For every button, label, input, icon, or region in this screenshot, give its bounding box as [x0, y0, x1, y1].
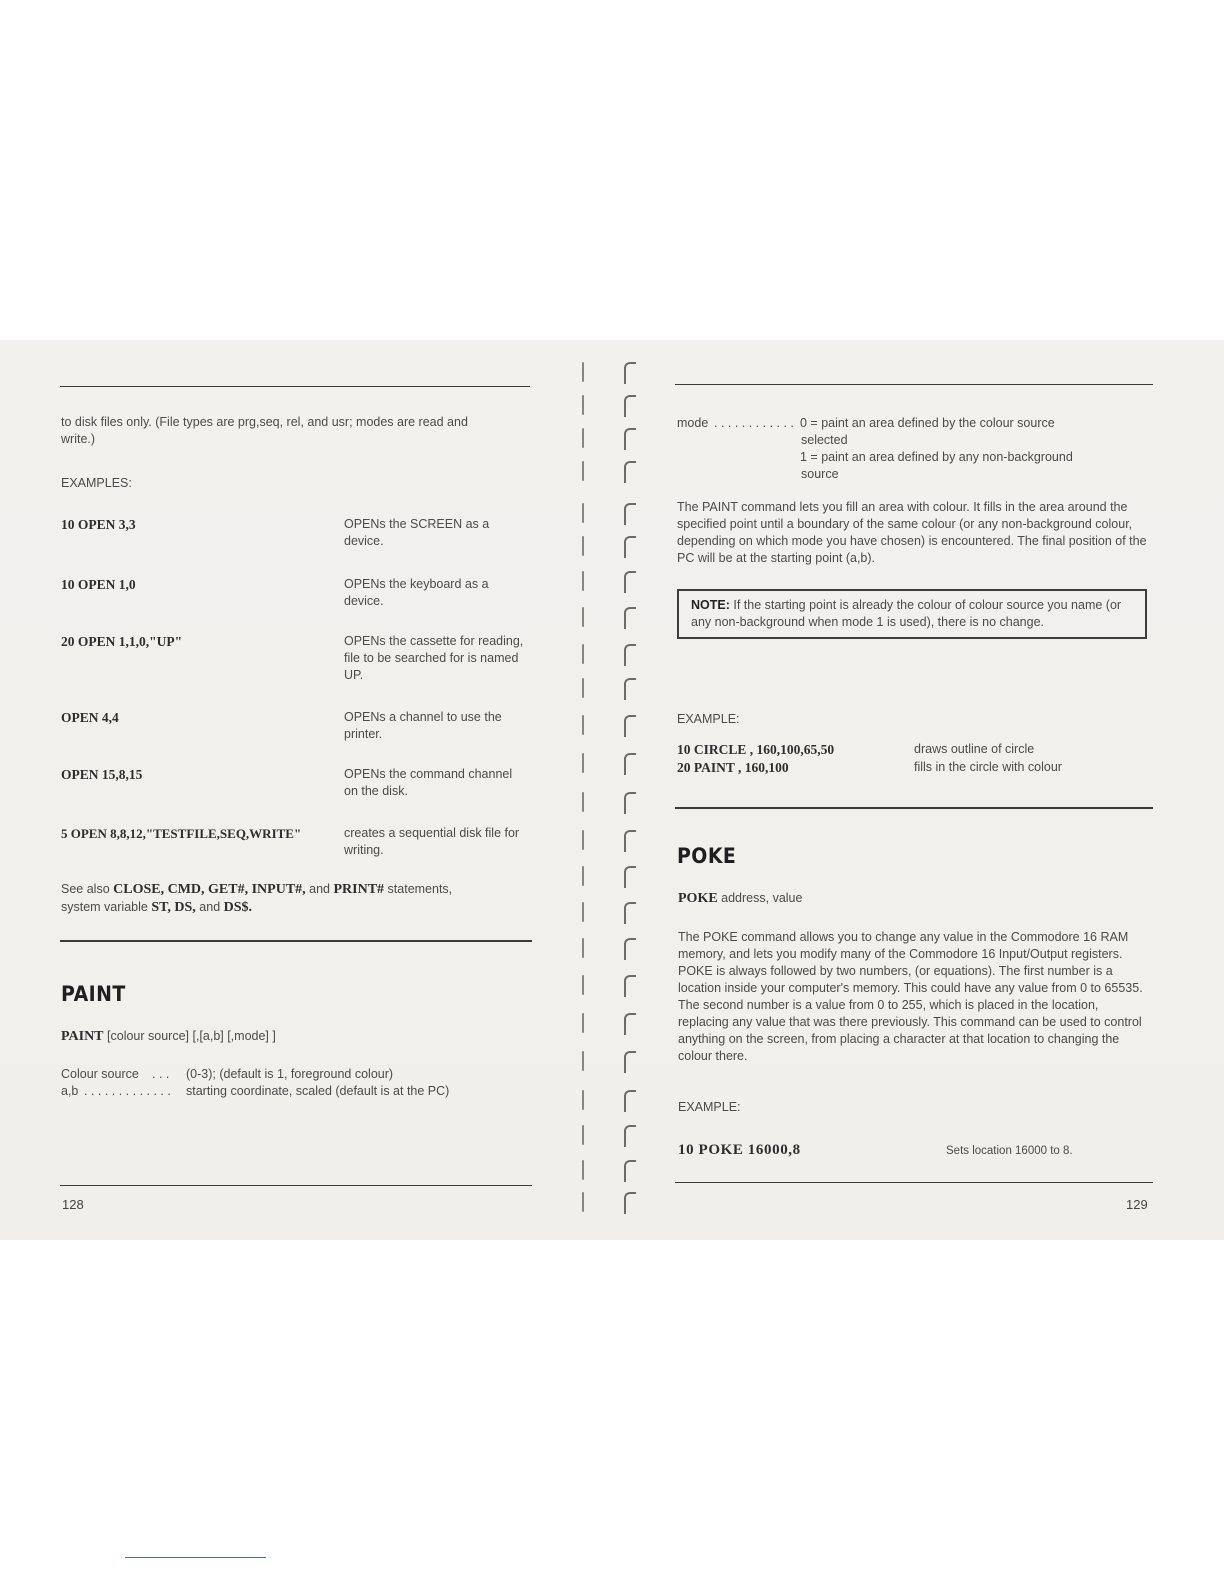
- binding-ring: [580, 830, 600, 852]
- binding-ring: [580, 362, 600, 384]
- poke-example-code: 10 POKE 16000,8: [678, 1142, 801, 1158]
- note-box: [677, 589, 1147, 639]
- page-number: 129: [1126, 1197, 1148, 1212]
- binding-ring: [580, 395, 600, 417]
- examples-label: EXAMPLES:: [61, 476, 132, 490]
- paint-description: The PAINT command lets you fill an area with colour. It fills in the area around the specified point until a boundary of the same colour (or any non-background colour, depending on which mode you have chosen) is encountered. The final position of the PC will be at the starting point (a,b).: [677, 500, 1147, 565]
- param-desc: (0-3); (default is 1, foreground colour): [186, 1067, 394, 1081]
- footer-line: [125, 1557, 266, 1558]
- book-spread: [0, 340, 1224, 1240]
- binding-ring: [580, 1051, 600, 1073]
- param-name: Colour source: [61, 1067, 139, 1081]
- param-dots: . . . . . . . . . . . . .: [84, 1084, 171, 1098]
- binding-ring: [580, 866, 600, 888]
- paint-example-code: 20 PAINT , 160,100: [677, 760, 789, 775]
- bottom-rule: [675, 1182, 1153, 1183]
- mode-0-cont: selected: [801, 433, 848, 447]
- example-label: EXAMPLE:: [677, 712, 740, 726]
- right-page: [630, 340, 1224, 1240]
- section-rule: [675, 807, 1153, 809]
- top-rule: [60, 386, 530, 387]
- mode-1-cont: source: [801, 467, 839, 481]
- binding-ring: [580, 1192, 600, 1214]
- example-code: 10 OPEN 3,3: [61, 517, 136, 532]
- param-desc: starting coordinate, scaled (default is at the PC): [186, 1084, 450, 1098]
- page-number: 128: [62, 1197, 84, 1212]
- binding-ring: [580, 644, 600, 666]
- note-label: NOTE:: [691, 598, 730, 612]
- binding-ring: [580, 607, 600, 629]
- example-code: 20 OPEN 1,1,0,"UP": [61, 634, 183, 649]
- poke-syntax: POKE address, value: [678, 891, 803, 906]
- mode-0-text: 0 = paint an area defined by the colour source: [800, 416, 1055, 430]
- binding-ring: [580, 571, 600, 593]
- example-desc: OPENs the cassette for reading, file to be searched for is named UP.: [344, 634, 524, 682]
- poke-example-desc: Sets location 16000 to 8.: [946, 1145, 1073, 1157]
- section-rule: [60, 940, 532, 942]
- poke-heading: POKE: [677, 844, 737, 868]
- mode-name: mode: [677, 416, 709, 430]
- binding-ring: [580, 792, 600, 814]
- example-desc: OPENs the command channel on the disk.: [344, 767, 513, 798]
- example-code: 10 OPEN 1,0: [61, 577, 136, 592]
- binding-ring: [580, 1090, 600, 1112]
- binding-ring: [580, 461, 600, 483]
- binding-ring: [580, 536, 600, 558]
- paint-example-desc: draws outline of circle: [914, 742, 1035, 756]
- binding-ring: [580, 1125, 600, 1147]
- param-name: a,b: [61, 1084, 79, 1098]
- example-desc: creates a sequential disk file for writing.: [344, 826, 520, 857]
- binding-ring: [580, 975, 600, 997]
- example-code: OPEN 15,8,15: [61, 767, 143, 782]
- left-page: [0, 340, 590, 1240]
- paint-example-desc: fills in the circle with colour: [914, 760, 1062, 774]
- example-desc: OPENs the keyboard as a device.: [344, 577, 489, 608]
- paint-heading: PAINT: [61, 982, 126, 1006]
- example-code: OPEN 4,4: [61, 710, 119, 725]
- poke-example-label: EXAMPLE:: [678, 1100, 741, 1114]
- note-text: If the starting point is already the colour of colour source you name (or any non-background when mode 1 is used), there is no change.: [691, 598, 1122, 629]
- binding-ring: [580, 678, 600, 700]
- binding-ring: [580, 1160, 600, 1182]
- bottom-rule: [60, 1185, 532, 1186]
- poke-description: The POKE command allows you to change any value in the Commodore 16 RAM memory, and lets you modify many of the Commodore 16 Input/Output registers. POKE is always followed by two numbers, (or equations). The first number is a location inside your computer's memory. This could have any value from 0 to 65535. The second number is a value from 0 to 255, which is placed in the location, replacing any value that was there previously. This command can be used to control anything on the screen, from placing a character at that location to changing the colour there.: [678, 930, 1143, 1063]
- example-code: 5 OPEN 8,8,12,"TESTFILE,SEQ,WRITE": [61, 826, 302, 841]
- mode-dots: . . . . . . . . . . . .: [714, 416, 794, 430]
- see-also-line1: See also CLOSE, CMD, GET#, INPUT#, and PRINT# statements,: [61, 882, 453, 897]
- paint-example-code: 10 CIRCLE , 160,100,65,50: [677, 742, 835, 757]
- binding-ring: [580, 715, 600, 737]
- binding-ring: [580, 503, 600, 525]
- binding-ring: [580, 753, 600, 775]
- example-desc: OPENs a channel to use the printer.: [344, 710, 502, 741]
- mode-1-text: 1 = paint an area defined by any non-background: [800, 450, 1073, 464]
- param-dots: . . .: [152, 1067, 170, 1081]
- paint-syntax: PAINT [colour source] [,[a,b] [,mode] ]: [61, 1029, 276, 1044]
- binding-ring: [580, 428, 600, 450]
- top-rule: [675, 384, 1153, 385]
- see-also-line2: system variable ST, DS, and DS$.: [61, 900, 253, 915]
- intro-text: to disk files only. (File types are prg,seq, rel, and usr; modes are read and write.): [61, 415, 468, 446]
- binding-ring: [580, 902, 600, 924]
- binding-ring: [580, 938, 600, 960]
- binding-ring: [580, 1013, 600, 1035]
- example-desc: OPENs the SCREEN as a device.: [344, 517, 490, 548]
